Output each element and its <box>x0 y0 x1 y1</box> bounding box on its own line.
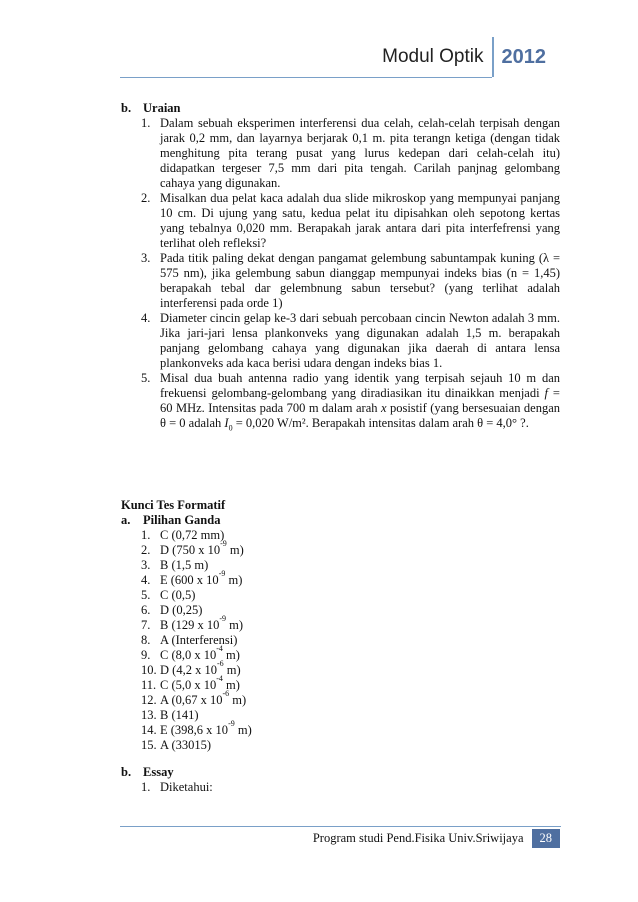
answer-item <box>121 708 560 723</box>
answer-text: D (750 x 10 <box>160 542 221 557</box>
item-number: 1. <box>141 779 151 794</box>
exponent: -6 <box>216 659 224 669</box>
answer-item <box>121 558 560 573</box>
answer-text: A (33015) <box>160 737 212 752</box>
header-year: 2012 <box>501 45 546 68</box>
answer-list <box>121 528 560 753</box>
item-text: = 0,020 W/m² <box>232 416 306 430</box>
exponent: -6 <box>222 689 230 699</box>
footer-rule <box>120 826 561 827</box>
item-number: 14. <box>141 722 157 737</box>
answer-text: C (0,5) <box>160 587 196 602</box>
uraian-title: Uraian <box>143 101 181 115</box>
answer-item <box>121 633 560 648</box>
item-number: 6. <box>141 602 151 617</box>
uraian-item <box>121 191 560 251</box>
kunci-title: Kunci Tes Formatif <box>121 497 226 512</box>
answer-item <box>121 569 560 588</box>
answer-item <box>121 528 560 543</box>
pg-label: a. <box>121 512 131 527</box>
answer-item <box>121 644 560 663</box>
answer-text: B (1,5 m) <box>160 557 209 572</box>
item-text: Diketahui: <box>160 779 213 794</box>
uraian-item <box>121 311 560 371</box>
uraian-item <box>121 251 560 311</box>
item-text: . Berapakah intensitas dalam arah θ = 4,0° ?. <box>305 416 529 430</box>
answer-item <box>121 659 560 678</box>
math-f: f <box>544 386 548 400</box>
exponent: -4 <box>216 644 223 654</box>
uraian-label: b. <box>121 101 132 115</box>
item-number: 5. <box>141 371 151 385</box>
pilihan-ganda-heading <box>121 513 560 528</box>
answer-item <box>121 614 560 633</box>
answer-item <box>121 689 560 708</box>
answer-text: D (4,2 x 10 <box>160 662 217 677</box>
answer-item <box>121 738 560 753</box>
answer-unit: m) <box>229 692 247 707</box>
answer-unit: m) <box>226 542 244 557</box>
item-text: Diameter cincin gelap ke-3 dari sebuah percobaan cincin Newton adalah 3 mm. Jika jari-jari lensa plankonveks yang digunakan adalah 1,5 m. berapakah panjang gelombang cahaya yang digunakan jika daerah di antara lensa plankonveks ada kaca berisi udara dengan indeks bias 1. <box>160 311 560 370</box>
item-number: 13. <box>141 707 157 722</box>
item-number: 4. <box>141 572 151 587</box>
essay-item <box>121 780 560 795</box>
item-number: 3. <box>141 251 151 265</box>
exponent: -9 <box>218 569 226 579</box>
item-number: 10. <box>141 662 157 677</box>
item-number: 1. <box>141 527 151 542</box>
item-number: 15. <box>141 737 157 752</box>
answer-unit: m) <box>225 572 243 587</box>
math-i: I <box>224 416 229 430</box>
item-number: 11. <box>141 677 157 692</box>
item-number: 2. <box>141 191 151 205</box>
essay-label: b. <box>121 764 132 779</box>
item-text: Misal dua buah antenna radio yang identik yang terpisah sejauh 10 m dan frekuensi gelombang-gelombang yang diradiasikan itu dinaikkan menjadi <box>160 371 560 400</box>
answer-item <box>121 719 560 738</box>
answer-text: E (600 x 10 <box>160 572 219 587</box>
answer-unit: m) <box>222 677 240 692</box>
answer-unit: m) <box>234 722 252 737</box>
item-number: 9. <box>141 647 151 662</box>
answer-unit: m) <box>222 647 240 662</box>
essay-list <box>121 780 560 795</box>
exponent: -4 <box>216 674 223 684</box>
item-text: Dalam sebuah eksperimen interferensi dua celah, celah-celah terpisah dengan jarak 0,2 mm, dan layarnya berjarak 0,1 m. pita terangn ketiga (dengan tidak menghitung pita terang pusat yang lurus kedepan dari celah-celah itu) didapatkan tergeser 7,5 mm dari pita tengah. Carilah panjnag gelombang cahaya yang digunakan. <box>160 116 560 190</box>
essay-heading <box>121 765 560 780</box>
footer-text: Program studi Pend.Fisika Univ.Sriwijaya <box>312 830 524 845</box>
item-number: 3. <box>141 557 151 572</box>
item-number: 5. <box>141 587 151 602</box>
answer-text: A (Interferensi) <box>160 632 238 647</box>
answer-text: B (129 x 10 <box>160 617 220 632</box>
page-content <box>121 101 560 795</box>
answer-text: E (398,6 x 10 <box>160 722 229 737</box>
item-number: 7. <box>141 617 151 632</box>
answer-text: A (0,67 x 10 <box>160 692 223 707</box>
answer-unit: m) <box>223 662 241 677</box>
answer-text: C (5,0 x 10 <box>160 677 217 692</box>
item-number: 4. <box>141 311 151 325</box>
answer-unit: m) <box>226 617 244 632</box>
item-number: 2. <box>141 542 151 557</box>
page-number: 28 <box>532 829 561 848</box>
answer-item <box>121 539 560 558</box>
item-text: posistif (yang bersesuaian dengan θ = 0 adalah <box>160 401 560 430</box>
header-title: Modul Optik <box>382 46 484 67</box>
math-subscript: 0 <box>228 423 233 433</box>
item-text: Pada titik paling dekat dengan pangamat gelembung sabuntampak kuning (λ = 575 nm), jika gelembung sabun dianggap mempunyai indeks bias (n = 1,45) berapakah tebal dar gelembnung sabun tersebut? (yang terlihat adalah interferensi pada orde 1) <box>160 251 560 310</box>
essay-title: Essay <box>143 764 174 779</box>
answer-text: C (0,72 mm) <box>160 527 225 542</box>
answer-item <box>121 674 560 693</box>
answer-text: C (8,0 x 10 <box>160 647 217 662</box>
header-rule <box>120 77 492 78</box>
exponent: -9 <box>228 719 235 729</box>
item-text: = 60 MHz. Intensitas pada 700 m dalam arah <box>160 386 560 415</box>
uraian-heading <box>121 101 560 116</box>
item-text: Misalkan dua pelat kaca adalah dua slide mikroskop yang mempunyai panjang 10 cm. Di ujung yang satu, kedua pelat itu dipisahkan oleh sepotong kertas yang tebalnya 0,020 mm. Berapakah jarak antara dari pita interfefrensi yang terlihat oleh refleksi? <box>160 191 560 250</box>
exponent: -9 <box>220 539 227 549</box>
uraian-item <box>121 116 560 191</box>
pg-title: Pilihan Ganda <box>143 512 221 527</box>
uraian-item <box>121 371 560 436</box>
item-number: 12. <box>141 692 157 707</box>
item-number: 1. <box>141 116 151 130</box>
answer-item <box>121 603 560 618</box>
item-number: 8. <box>141 632 151 647</box>
exponent: -9 <box>219 614 227 624</box>
uraian-list <box>121 116 560 436</box>
page-header <box>382 37 546 77</box>
answer-item <box>121 588 560 603</box>
answer-text: D (0,25) <box>160 602 203 617</box>
math-x: x <box>380 401 387 415</box>
answer-text: B (141) <box>160 707 199 722</box>
page-footer <box>313 828 560 848</box>
